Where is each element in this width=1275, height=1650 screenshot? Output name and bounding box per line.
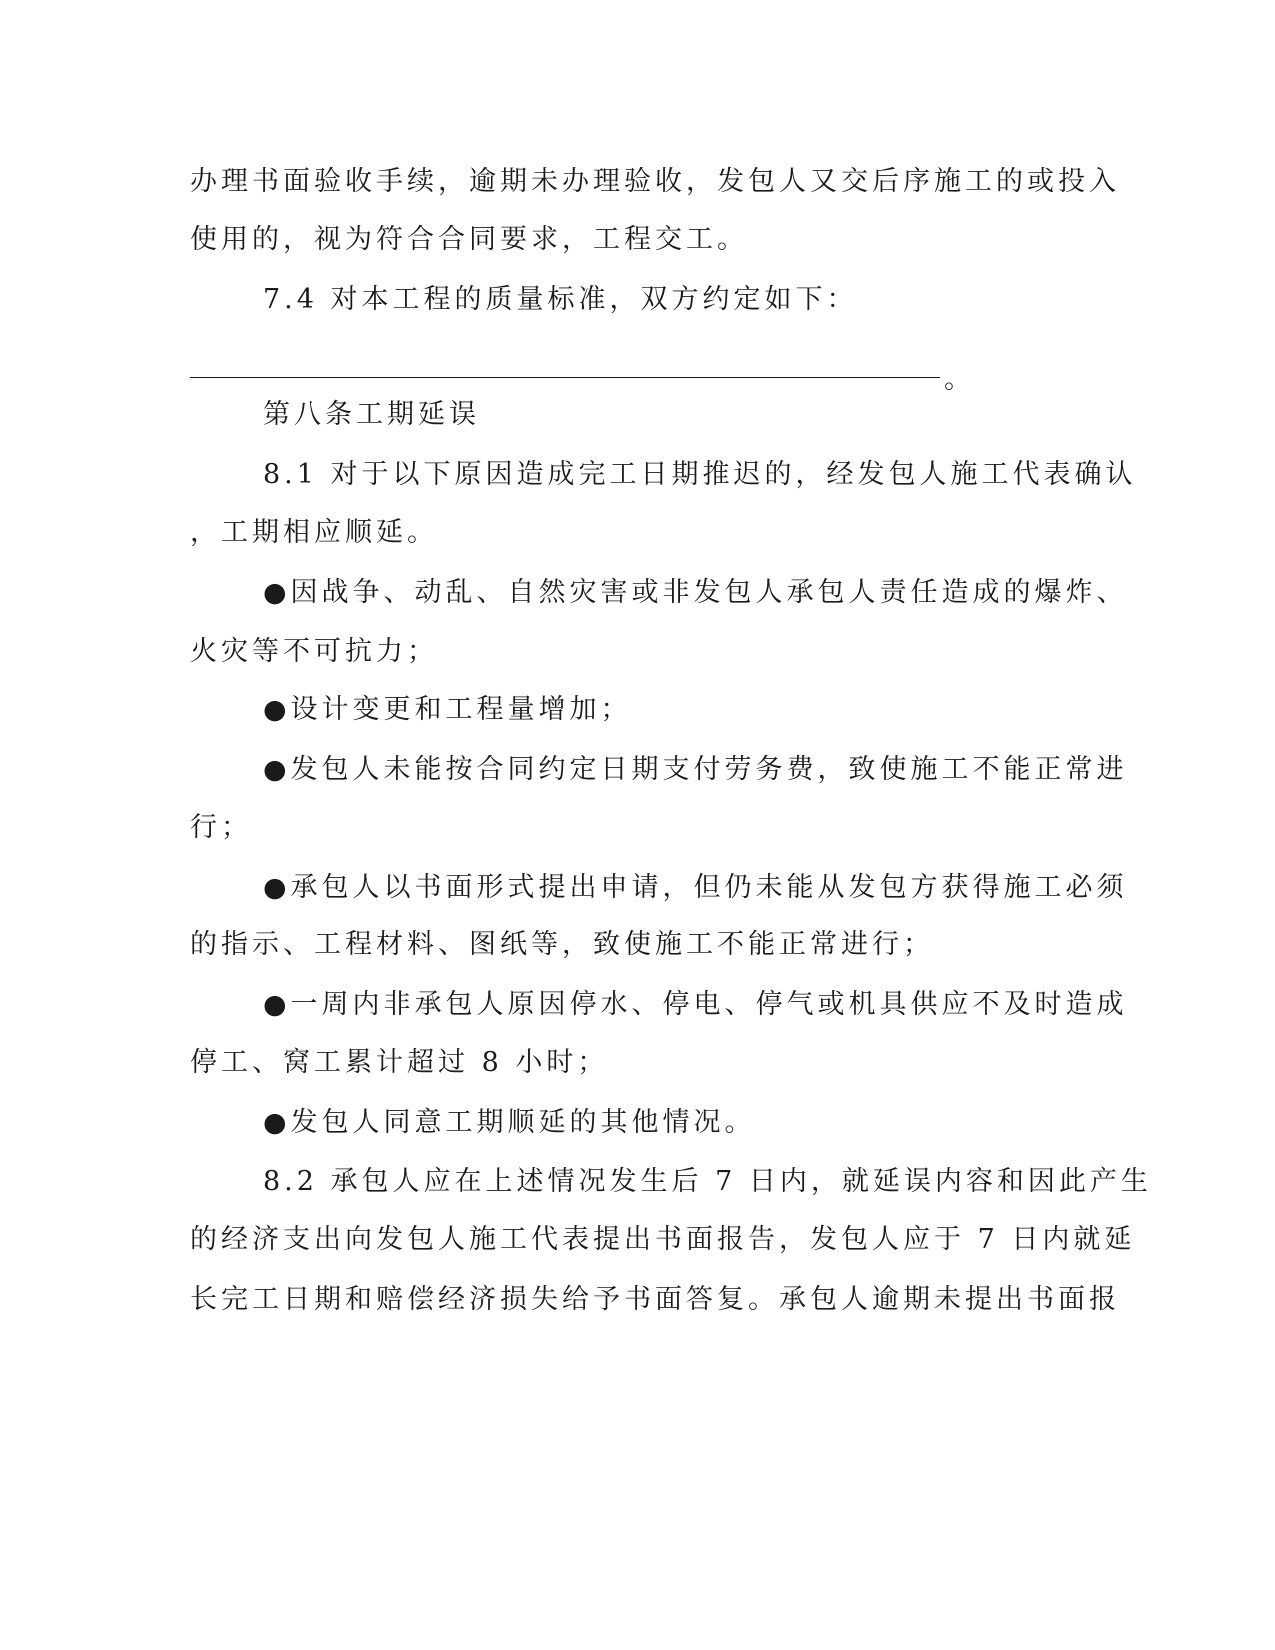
text-line: 使用的，视为符合合同要求，工程交工。 [190,224,748,255]
clause-8-1: 8.1 对于以下原因造成完工日期推迟的，经发包人施工代表确认 [263,459,1137,490]
text-line: 办理书面验收手续，逾期未办理验收，发包人又交后序施工的或投入 [190,166,1120,197]
text-line: 火灾等不可抗力； [190,636,438,667]
bullet-item: ●发包人同意工期顺延的其他情况。 [263,1107,756,1138]
text-line: 长完工日期和赔偿经济损失给予书面答复。承包人逾期未提出书面报 [190,1284,1120,1315]
text-line: 行； [190,812,252,843]
bullet-item: ●一周内非承包人原因停水、停电、停气或机具供应不及时造成 [263,989,1128,1020]
bullet-item: ●设计变更和工程量增加； [263,694,632,725]
bullet-item: ●发包人未能按合同约定日期支付劳务费，致使施工不能正常进 [263,754,1128,785]
text-line: 的经济支出向发包人施工代表提出书面报告，发包人应于 7 日内就延 [190,1224,1136,1255]
text-line: 的指示、工程材料、图纸等，致使施工不能正常进行； [190,929,934,960]
bullet-item: ●因战争、动乱、自然灾害或非发包人承包人责任造成的爆炸、 [263,577,1128,608]
text-line: 停工、窝工累计超过 8 小时； [190,1047,609,1078]
clause-7-4: 7.4 对本工程的质量标准，双方约定如下： [263,284,858,315]
section-heading: 第八条工期延误 [263,399,480,430]
blank-underline [190,377,940,378]
fill-in-blank [190,360,1070,400]
blank-period: 。 [944,364,971,395]
bullet-item: ●承包人以书面形式提出申请，但仍未能从发包方获得施工必须 [263,872,1128,903]
clause-8-2: 8.2 承包人应在上述情况发生后 7 日内，就延误内容和因此产生 [263,1166,1152,1197]
text-line: ，工期相应顺延。 [190,517,438,548]
